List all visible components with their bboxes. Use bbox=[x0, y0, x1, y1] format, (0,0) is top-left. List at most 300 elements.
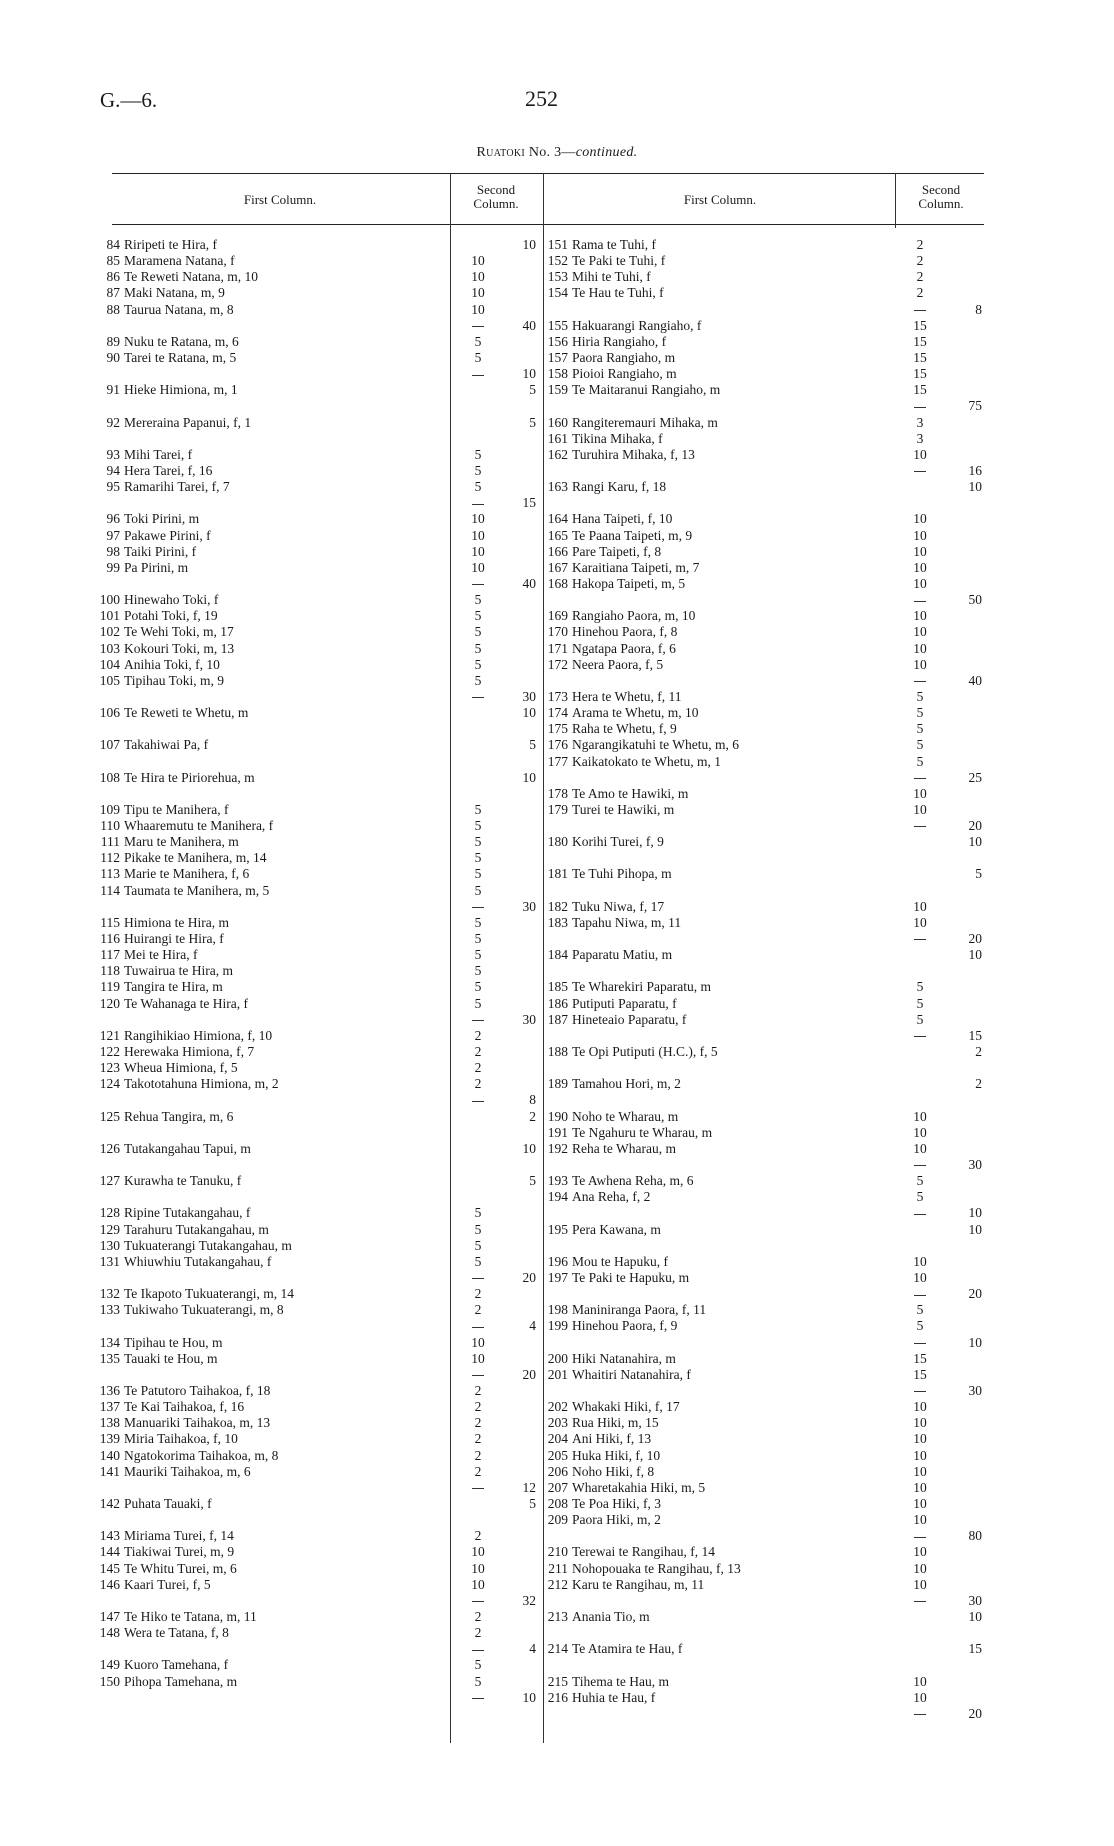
table-row bbox=[548, 576, 992, 592]
table-row bbox=[100, 689, 544, 705]
share-total: 5 bbox=[529, 414, 536, 430]
table-row bbox=[548, 1189, 992, 1205]
share-value: 5 bbox=[474, 1205, 482, 1221]
table-row bbox=[548, 963, 992, 979]
table-row bbox=[100, 1092, 544, 1108]
share-total: 20 bbox=[522, 1270, 536, 1285]
subtotal-rule bbox=[464, 1593, 492, 1609]
table-row bbox=[548, 1415, 992, 1431]
table-row bbox=[548, 802, 992, 818]
entry-number: 200 bbox=[547, 1350, 568, 1366]
entry-name: Tamahou Hori, m, 2 bbox=[572, 1076, 681, 1092]
entry-number: 138 bbox=[99, 1415, 120, 1431]
table-row bbox=[548, 1561, 992, 1577]
entry-number: 135 bbox=[99, 1350, 120, 1366]
dash-mark bbox=[472, 326, 484, 327]
share-value: 10 bbox=[913, 1479, 927, 1495]
entry-name: Tipihau Toki, m, 9 bbox=[124, 672, 224, 688]
table-row bbox=[548, 1125, 992, 1141]
dash-mark bbox=[472, 1488, 484, 1489]
entry-number: 207 bbox=[547, 1479, 568, 1495]
entry-number: 145 bbox=[99, 1560, 120, 1576]
entry-number: 92 bbox=[106, 414, 120, 430]
share-total: 15 bbox=[522, 495, 536, 511]
entry-name: Nuku te Ratana, m, 6 bbox=[124, 333, 239, 349]
entry-number: 141 bbox=[99, 1463, 120, 1479]
table-row bbox=[100, 544, 544, 560]
dash-mark bbox=[914, 1036, 926, 1037]
share-total: 30 bbox=[968, 1157, 982, 1173]
share-value: 5 bbox=[474, 931, 482, 947]
entry-name: Rua Hiki, m, 15 bbox=[572, 1415, 659, 1431]
share-value: 10 bbox=[913, 527, 927, 543]
second-column-header-line1: Second bbox=[476, 182, 516, 197]
entry-number: 165 bbox=[547, 527, 568, 543]
share-value: 5 bbox=[474, 479, 482, 495]
share-total: 30 bbox=[522, 898, 536, 914]
document-code: G.—6. bbox=[100, 88, 158, 112]
dash-mark bbox=[914, 1214, 926, 1215]
table-row bbox=[548, 1577, 992, 1593]
share-value: 10 bbox=[471, 1544, 485, 1560]
dash-mark bbox=[914, 1295, 926, 1296]
entry-number: 131 bbox=[99, 1253, 120, 1269]
table-row bbox=[548, 1399, 992, 1415]
table-row bbox=[100, 528, 544, 544]
table-row bbox=[100, 1222, 544, 1238]
table-row bbox=[100, 673, 544, 689]
table-row bbox=[100, 1012, 544, 1028]
right-first-column-header: First Column. bbox=[683, 192, 757, 207]
dash-mark bbox=[914, 601, 926, 602]
share-value: 10 bbox=[913, 1512, 927, 1528]
table-row bbox=[100, 1044, 544, 1060]
table-row bbox=[100, 834, 544, 850]
table-row bbox=[100, 398, 544, 414]
table-row bbox=[100, 560, 544, 576]
left-register-table bbox=[100, 237, 544, 1706]
entry-number: 106 bbox=[99, 705, 120, 721]
share-value: 5 bbox=[474, 446, 482, 462]
second-column-header-line2: Column. bbox=[918, 196, 964, 211]
share-total: 30 bbox=[522, 688, 536, 704]
share-value: 2 bbox=[474, 1399, 482, 1415]
entry-name: Te Kai Taihakoa, f, 16 bbox=[124, 1399, 245, 1415]
entry-number: 172 bbox=[547, 656, 568, 672]
entry-name: Pare Taipeti, f, 8 bbox=[572, 543, 662, 559]
share-value: 10 bbox=[913, 640, 927, 656]
table-row bbox=[548, 302, 992, 318]
share-total: 10 bbox=[968, 1334, 982, 1350]
entry-name: Herewaka Himiona, f, 7 bbox=[124, 1044, 255, 1060]
table-row bbox=[100, 657, 544, 673]
entry-number: 155 bbox=[547, 317, 568, 333]
table-row bbox=[548, 1448, 992, 1464]
table-row bbox=[548, 1641, 992, 1657]
entry-name: Noho Hiki, f, 8 bbox=[572, 1463, 655, 1479]
entry-name: Pioioi Rangiaho, m bbox=[572, 366, 677, 382]
share-total: 30 bbox=[968, 1592, 982, 1608]
entry-name: Te Reweti Natana, m, 10 bbox=[124, 269, 259, 285]
entry-number: 197 bbox=[547, 1270, 568, 1285]
entry-number: 146 bbox=[99, 1576, 120, 1592]
table-row bbox=[548, 269, 992, 285]
share-value: 10 bbox=[471, 301, 485, 317]
subtotal-rule bbox=[906, 818, 934, 834]
table-row bbox=[548, 996, 992, 1012]
entry-name: Paora Rangiaho, m bbox=[572, 349, 676, 365]
subtotal-rule bbox=[906, 1706, 934, 1722]
share-total: 8 bbox=[975, 301, 982, 317]
subtotal-rule bbox=[906, 463, 934, 479]
table-row bbox=[100, 1625, 544, 1641]
entry-number: 93 bbox=[106, 446, 120, 462]
table-row bbox=[100, 1544, 544, 1560]
entry-name: Pakawe Pirini, f bbox=[124, 527, 211, 543]
table-row bbox=[100, 1238, 544, 1254]
entry-name: Te Wahanaga te Hira, f bbox=[124, 995, 249, 1011]
entry-number: 116 bbox=[100, 931, 120, 947]
entry-number: 193 bbox=[547, 1173, 568, 1189]
dash-mark bbox=[914, 1537, 926, 1538]
entry-number: 170 bbox=[547, 624, 568, 640]
share-value: 5 bbox=[474, 656, 482, 672]
share-value: 10 bbox=[471, 1576, 485, 1592]
table-row bbox=[100, 285, 544, 301]
entry-name: Pera Kawana, m bbox=[572, 1221, 661, 1237]
entry-number: 134 bbox=[99, 1334, 120, 1350]
entry-number: 168 bbox=[547, 575, 568, 591]
entry-name: Ngarangikatuhi te Whetu, m, 6 bbox=[572, 737, 739, 753]
share-total: 2 bbox=[529, 1108, 536, 1124]
entry-name: Tuku Niwa, f, 17 bbox=[572, 898, 665, 914]
entry-name: Paora Hiki, m, 2 bbox=[572, 1512, 661, 1528]
entry-name: Ripine Tutakangahau, f bbox=[124, 1205, 251, 1221]
share-value: 10 bbox=[913, 1270, 927, 1285]
entry-number: 205 bbox=[547, 1447, 568, 1463]
table-row bbox=[100, 1609, 544, 1625]
share-total: 20 bbox=[522, 1366, 536, 1382]
entry-name: Te Hira te Piriorehua, m bbox=[124, 769, 255, 785]
entry-name: Miriama Turei, f, 14 bbox=[124, 1528, 234, 1544]
table-row bbox=[100, 1318, 544, 1334]
share-total: 10 bbox=[522, 1140, 536, 1156]
table-row bbox=[548, 1657, 992, 1673]
entry-name: Tukiwaho Tukuaterangi, m, 8 bbox=[124, 1302, 284, 1318]
table-row bbox=[100, 1141, 544, 1157]
share-value: 10 bbox=[913, 801, 927, 817]
table-row bbox=[548, 770, 992, 786]
entry-number: 107 bbox=[99, 737, 120, 753]
subtotal-rule bbox=[906, 931, 934, 947]
entry-name: Kaari Turei, f, 5 bbox=[124, 1576, 211, 1592]
share-value: 5 bbox=[474, 1221, 482, 1237]
entry-number: 130 bbox=[99, 1237, 120, 1253]
entry-number: 191 bbox=[547, 1124, 568, 1140]
table-row bbox=[548, 1464, 992, 1480]
table-row bbox=[548, 883, 992, 899]
entry-number: 153 bbox=[547, 269, 568, 285]
entry-name: Whaitiri Natanahira, f bbox=[572, 1366, 691, 1382]
subtotal-rule bbox=[464, 576, 492, 592]
table-row bbox=[548, 1076, 992, 1092]
entry-name: Hineteaio Paparatu, f bbox=[572, 1011, 687, 1027]
entry-name: Ngatapa Paora, f, 6 bbox=[572, 640, 676, 656]
table-row bbox=[548, 721, 992, 737]
entry-number: 85 bbox=[106, 253, 120, 269]
dash-mark bbox=[472, 907, 484, 908]
table-row bbox=[100, 366, 544, 382]
entry-name: Takototahuna Himiona, m, 2 bbox=[124, 1076, 279, 1092]
table-row bbox=[548, 1351, 992, 1367]
table-row bbox=[548, 1092, 992, 1108]
entry-number: 210 bbox=[547, 1544, 568, 1560]
entry-name: Te Wehi Toki, m, 17 bbox=[124, 624, 234, 640]
table-row bbox=[548, 1544, 992, 1560]
entry-name: Tarahuru Tutakangahau, m bbox=[124, 1221, 269, 1237]
entry-number: 206 bbox=[547, 1463, 568, 1479]
table-row bbox=[100, 931, 544, 947]
entry-number: 195 bbox=[547, 1221, 568, 1237]
entry-name: Hera te Whetu, f, 11 bbox=[572, 688, 682, 704]
entry-number: 102 bbox=[99, 624, 120, 640]
table-row bbox=[548, 947, 992, 963]
entry-name: Anania Tio, m bbox=[572, 1608, 650, 1624]
dash-mark bbox=[914, 1391, 926, 1392]
entry-name: Rehua Tangira, m, 6 bbox=[124, 1108, 234, 1124]
dash-mark bbox=[472, 1698, 484, 1699]
entry-name: Kuoro Tamehana, f bbox=[124, 1657, 229, 1673]
subtotal-rule bbox=[906, 1528, 934, 1544]
share-value: 5 bbox=[474, 624, 482, 640]
entry-name: Putiputi Paparatu, f bbox=[572, 995, 677, 1011]
table-row bbox=[100, 253, 544, 269]
share-value: 10 bbox=[913, 1108, 927, 1124]
entry-number: 199 bbox=[547, 1318, 568, 1334]
entry-name: Whakaki Hiki, f, 17 bbox=[572, 1399, 680, 1415]
entry-number: 174 bbox=[547, 705, 568, 721]
share-value: 2 bbox=[474, 1528, 482, 1544]
share-value: 10 bbox=[913, 575, 927, 591]
entry-name: Tuwairua te Hira, m bbox=[124, 963, 233, 979]
subtotal-rule bbox=[906, 302, 934, 318]
table-row bbox=[548, 560, 992, 576]
table-row bbox=[100, 350, 544, 366]
entry-number: 213 bbox=[547, 1608, 568, 1624]
share-value: 10 bbox=[913, 1576, 927, 1592]
entry-name: Turuhira Mihaka, f, 13 bbox=[572, 446, 695, 462]
entry-number: 137 bbox=[99, 1399, 120, 1415]
share-value: 5 bbox=[916, 705, 924, 721]
share-total: 15 bbox=[968, 1027, 982, 1043]
table-row bbox=[548, 382, 992, 398]
table-row bbox=[100, 1577, 544, 1593]
entry-number: 124 bbox=[99, 1076, 120, 1092]
table-row bbox=[548, 705, 992, 721]
entry-name: Rangi Karu, f, 18 bbox=[572, 479, 667, 495]
table-row bbox=[100, 754, 544, 770]
share-value: 10 bbox=[913, 1544, 927, 1560]
entry-number: 111 bbox=[100, 834, 120, 850]
share-value: 2 bbox=[916, 285, 924, 301]
share-total: 20 bbox=[968, 1286, 982, 1302]
entry-number: 114 bbox=[100, 882, 120, 898]
entry-name: Hinewaho Toki, f bbox=[124, 592, 219, 608]
entry-name: Kaikatokato te Whetu, m, 1 bbox=[572, 753, 721, 769]
share-value: 10 bbox=[913, 559, 927, 575]
table-row bbox=[100, 576, 544, 592]
table-row bbox=[100, 1351, 544, 1367]
table-row bbox=[100, 447, 544, 463]
share-total: 5 bbox=[529, 737, 536, 753]
entry-number: 180 bbox=[547, 834, 568, 850]
entry-name: Tihema te Hau, m bbox=[572, 1673, 669, 1689]
entry-name: Reha te Wharau, m bbox=[572, 1140, 676, 1156]
share-value: 2 bbox=[474, 1463, 482, 1479]
subtotal-rule bbox=[464, 1318, 492, 1334]
table-row bbox=[548, 1674, 992, 1690]
subtotal-rule bbox=[464, 366, 492, 382]
table-row bbox=[100, 1593, 544, 1609]
entry-name: Arama te Whetu, m, 10 bbox=[572, 705, 699, 721]
entry-number: 171 bbox=[547, 640, 568, 656]
share-value: 10 bbox=[913, 608, 927, 624]
table-row bbox=[548, 350, 992, 366]
table-row bbox=[548, 334, 992, 350]
entry-number: 184 bbox=[547, 947, 568, 963]
table-row bbox=[100, 1302, 544, 1318]
second-column-header-line1: Second bbox=[921, 182, 961, 197]
share-value: 5 bbox=[474, 850, 482, 866]
table-row bbox=[100, 979, 544, 995]
share-total: 16 bbox=[968, 462, 982, 478]
share-value: 5 bbox=[916, 1189, 924, 1205]
entry-name: Huirangi te Hira, f bbox=[124, 931, 224, 947]
entry-name: Rangiaho Paora, m, 10 bbox=[572, 608, 696, 624]
table-row bbox=[100, 1480, 544, 1496]
entry-name: Manuariki Taihakoa, m, 13 bbox=[124, 1415, 271, 1431]
table-row bbox=[548, 1335, 992, 1351]
right-second-column-divider bbox=[895, 173, 896, 228]
entry-name: Hana Taipeti, f, 10 bbox=[572, 511, 673, 527]
entry-number: 99 bbox=[106, 559, 120, 575]
share-value: 2 bbox=[916, 237, 924, 252]
table-row bbox=[548, 1109, 992, 1125]
table-row bbox=[548, 398, 992, 414]
table-row bbox=[548, 624, 992, 640]
entry-name: Maniniranga Paora, f, 11 bbox=[572, 1302, 707, 1318]
entry-number: 196 bbox=[547, 1253, 568, 1269]
share-value: 10 bbox=[913, 446, 927, 462]
table-row bbox=[548, 495, 992, 511]
entry-name: Turei te Hawiki, m bbox=[572, 801, 675, 817]
entry-name: Wharetakahia Hiki, m, 5 bbox=[572, 1479, 706, 1495]
table-row bbox=[548, 754, 992, 770]
table-row bbox=[548, 318, 992, 334]
table-row bbox=[100, 334, 544, 350]
entry-name: Te Opi Putiputi (H.C.), f, 5 bbox=[572, 1044, 718, 1060]
table-row bbox=[100, 1448, 544, 1464]
entry-number: 181 bbox=[547, 866, 568, 882]
share-value: 5 bbox=[474, 349, 482, 365]
dash-mark bbox=[472, 1601, 484, 1602]
table-row bbox=[100, 1109, 544, 1125]
dash-mark bbox=[472, 1327, 484, 1328]
table-row bbox=[548, 511, 992, 527]
table-row bbox=[548, 818, 992, 834]
subtotal-rule bbox=[906, 1335, 934, 1351]
entry-number: 189 bbox=[547, 1076, 568, 1092]
entry-number: 103 bbox=[99, 640, 120, 656]
entry-number: 212 bbox=[547, 1576, 568, 1592]
table-row bbox=[100, 770, 544, 786]
share-value: 2 bbox=[474, 1415, 482, 1431]
share-total: 50 bbox=[968, 592, 982, 608]
table-row bbox=[100, 786, 544, 802]
entry-name: Mihi te Tuhi, f bbox=[572, 269, 651, 285]
table-row bbox=[548, 657, 992, 673]
table-row bbox=[100, 1690, 544, 1706]
entry-number: 147 bbox=[99, 1608, 120, 1624]
table-row bbox=[548, 1690, 992, 1706]
entry-number: 104 bbox=[99, 656, 120, 672]
entry-number: 129 bbox=[99, 1221, 120, 1237]
table-row bbox=[548, 237, 992, 253]
dash-mark bbox=[914, 1165, 926, 1166]
share-total: 20 bbox=[968, 818, 982, 834]
entry-number: 169 bbox=[547, 608, 568, 624]
dash-mark bbox=[914, 407, 926, 408]
share-total: 20 bbox=[968, 1705, 982, 1721]
share-value: 5 bbox=[474, 1237, 482, 1253]
entry-number: 84 bbox=[106, 237, 120, 252]
entry-number: 211 bbox=[548, 1560, 568, 1576]
table-row bbox=[548, 592, 992, 608]
share-value: 10 bbox=[471, 269, 485, 285]
dash-mark bbox=[472, 504, 484, 505]
right-register-table bbox=[548, 237, 992, 1722]
table-row bbox=[548, 979, 992, 995]
table-row bbox=[548, 1496, 992, 1512]
table-row bbox=[548, 1512, 992, 1528]
entry-number: 90 bbox=[106, 349, 120, 365]
entry-name: Pihopa Tamehana, m bbox=[124, 1673, 238, 1689]
table-row bbox=[548, 1286, 992, 1302]
share-value: 5 bbox=[474, 640, 482, 656]
entry-number: 158 bbox=[547, 366, 568, 382]
entry-name: Takahiwai Pa, f bbox=[124, 737, 209, 753]
share-total: 30 bbox=[968, 1382, 982, 1398]
entry-number: 164 bbox=[547, 511, 568, 527]
entry-name: Pikake te Manihera, m, 14 bbox=[124, 850, 267, 866]
share-total: 5 bbox=[529, 1173, 536, 1189]
left-second-column-header bbox=[452, 183, 540, 211]
table-row bbox=[548, 285, 992, 301]
share-total: 40 bbox=[968, 672, 982, 688]
table-row bbox=[548, 1383, 992, 1399]
table-row bbox=[548, 737, 992, 753]
dash-mark bbox=[914, 939, 926, 940]
share-value: 5 bbox=[474, 979, 482, 995]
entry-number: 97 bbox=[106, 527, 120, 543]
share-total: 10 bbox=[522, 1689, 536, 1705]
table-row bbox=[100, 1383, 544, 1399]
dash-mark bbox=[914, 471, 926, 472]
table-row bbox=[100, 382, 544, 398]
entry-number: 109 bbox=[99, 801, 120, 817]
entry-name: Te Paki te Hapuku, m bbox=[572, 1270, 690, 1285]
entry-name: Te Paana Taipeti, m, 9 bbox=[572, 527, 693, 543]
